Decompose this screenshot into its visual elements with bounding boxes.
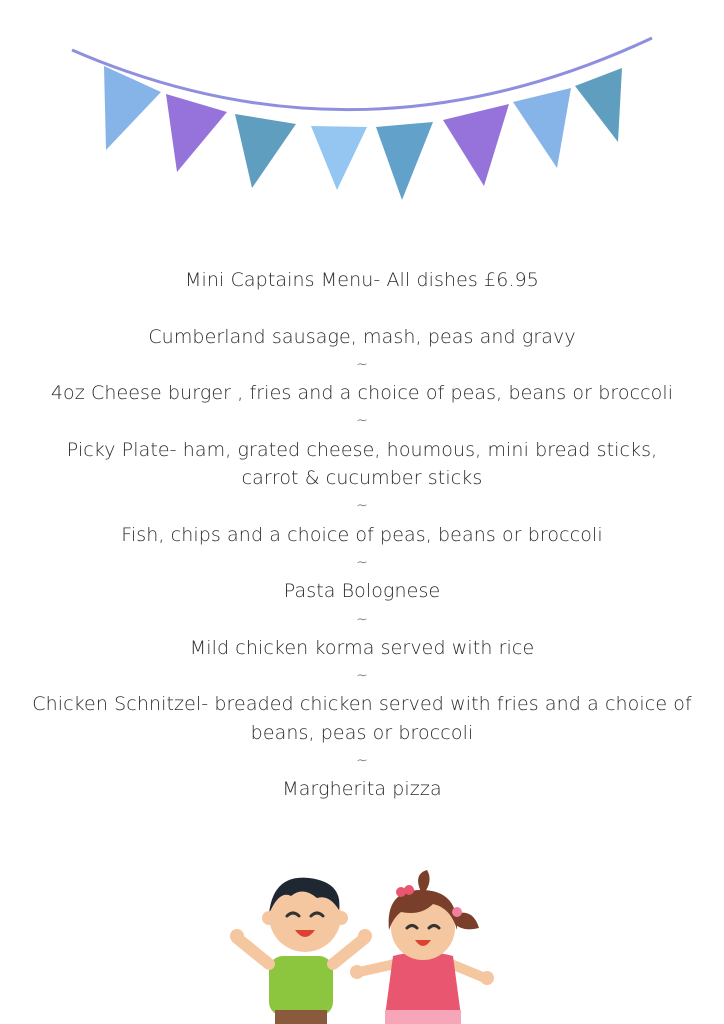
- bunting-flag: [311, 126, 367, 190]
- bunting-flag: [376, 122, 433, 200]
- menu-item: Fish, chips and a choice of peas, beans or broccoli: [121, 523, 603, 546]
- spacer: [0, 294, 724, 322]
- menu: [0, 266, 724, 804]
- menu-separator: ~: [356, 356, 368, 373]
- bunting-flag: [166, 94, 227, 172]
- menu-item: Pasta Bolognese: [283, 580, 441, 603]
- menu-separator: ~: [356, 611, 368, 628]
- kids-illustration: [225, 860, 505, 1024]
- menu-item: Cumberland sausage, mash, peas and gravy: [148, 325, 576, 348]
- bunting-flag: [513, 88, 571, 168]
- menu-separator: ~: [356, 554, 368, 571]
- menu-separator: ~: [356, 413, 368, 430]
- menu-item: 4oz Cheese burger , fries and a choice of peas, beans or broccoli: [50, 382, 674, 405]
- menu-item: Margherita pizza: [282, 778, 442, 801]
- bunting-flag: [575, 68, 622, 142]
- menu-separator: ~: [356, 498, 368, 515]
- menu-separator: ~: [356, 668, 368, 685]
- bunting-flags: [104, 66, 622, 200]
- menu-item: Chicken Schnitzel- breaded chicken served with fries and a choice of beans, peas or broccoli: [32, 693, 692, 744]
- bunting-flag: [443, 104, 509, 186]
- boy-figure: [230, 878, 372, 1024]
- bunting-flag: [235, 114, 296, 188]
- bunting-illustration: [0, 0, 724, 230]
- girl-figure: [350, 870, 494, 1024]
- menu-separator: ~: [356, 753, 368, 770]
- menu-title: Mini Captains Menu- All dishes £6.95: [185, 269, 539, 291]
- menu-item: Picky Plate- ham, grated cheese, houmous, mini bread sticks, carrot & cucumber sticks: [66, 438, 658, 490]
- menu-item: Mild chicken korma served with rice: [189, 636, 535, 659]
